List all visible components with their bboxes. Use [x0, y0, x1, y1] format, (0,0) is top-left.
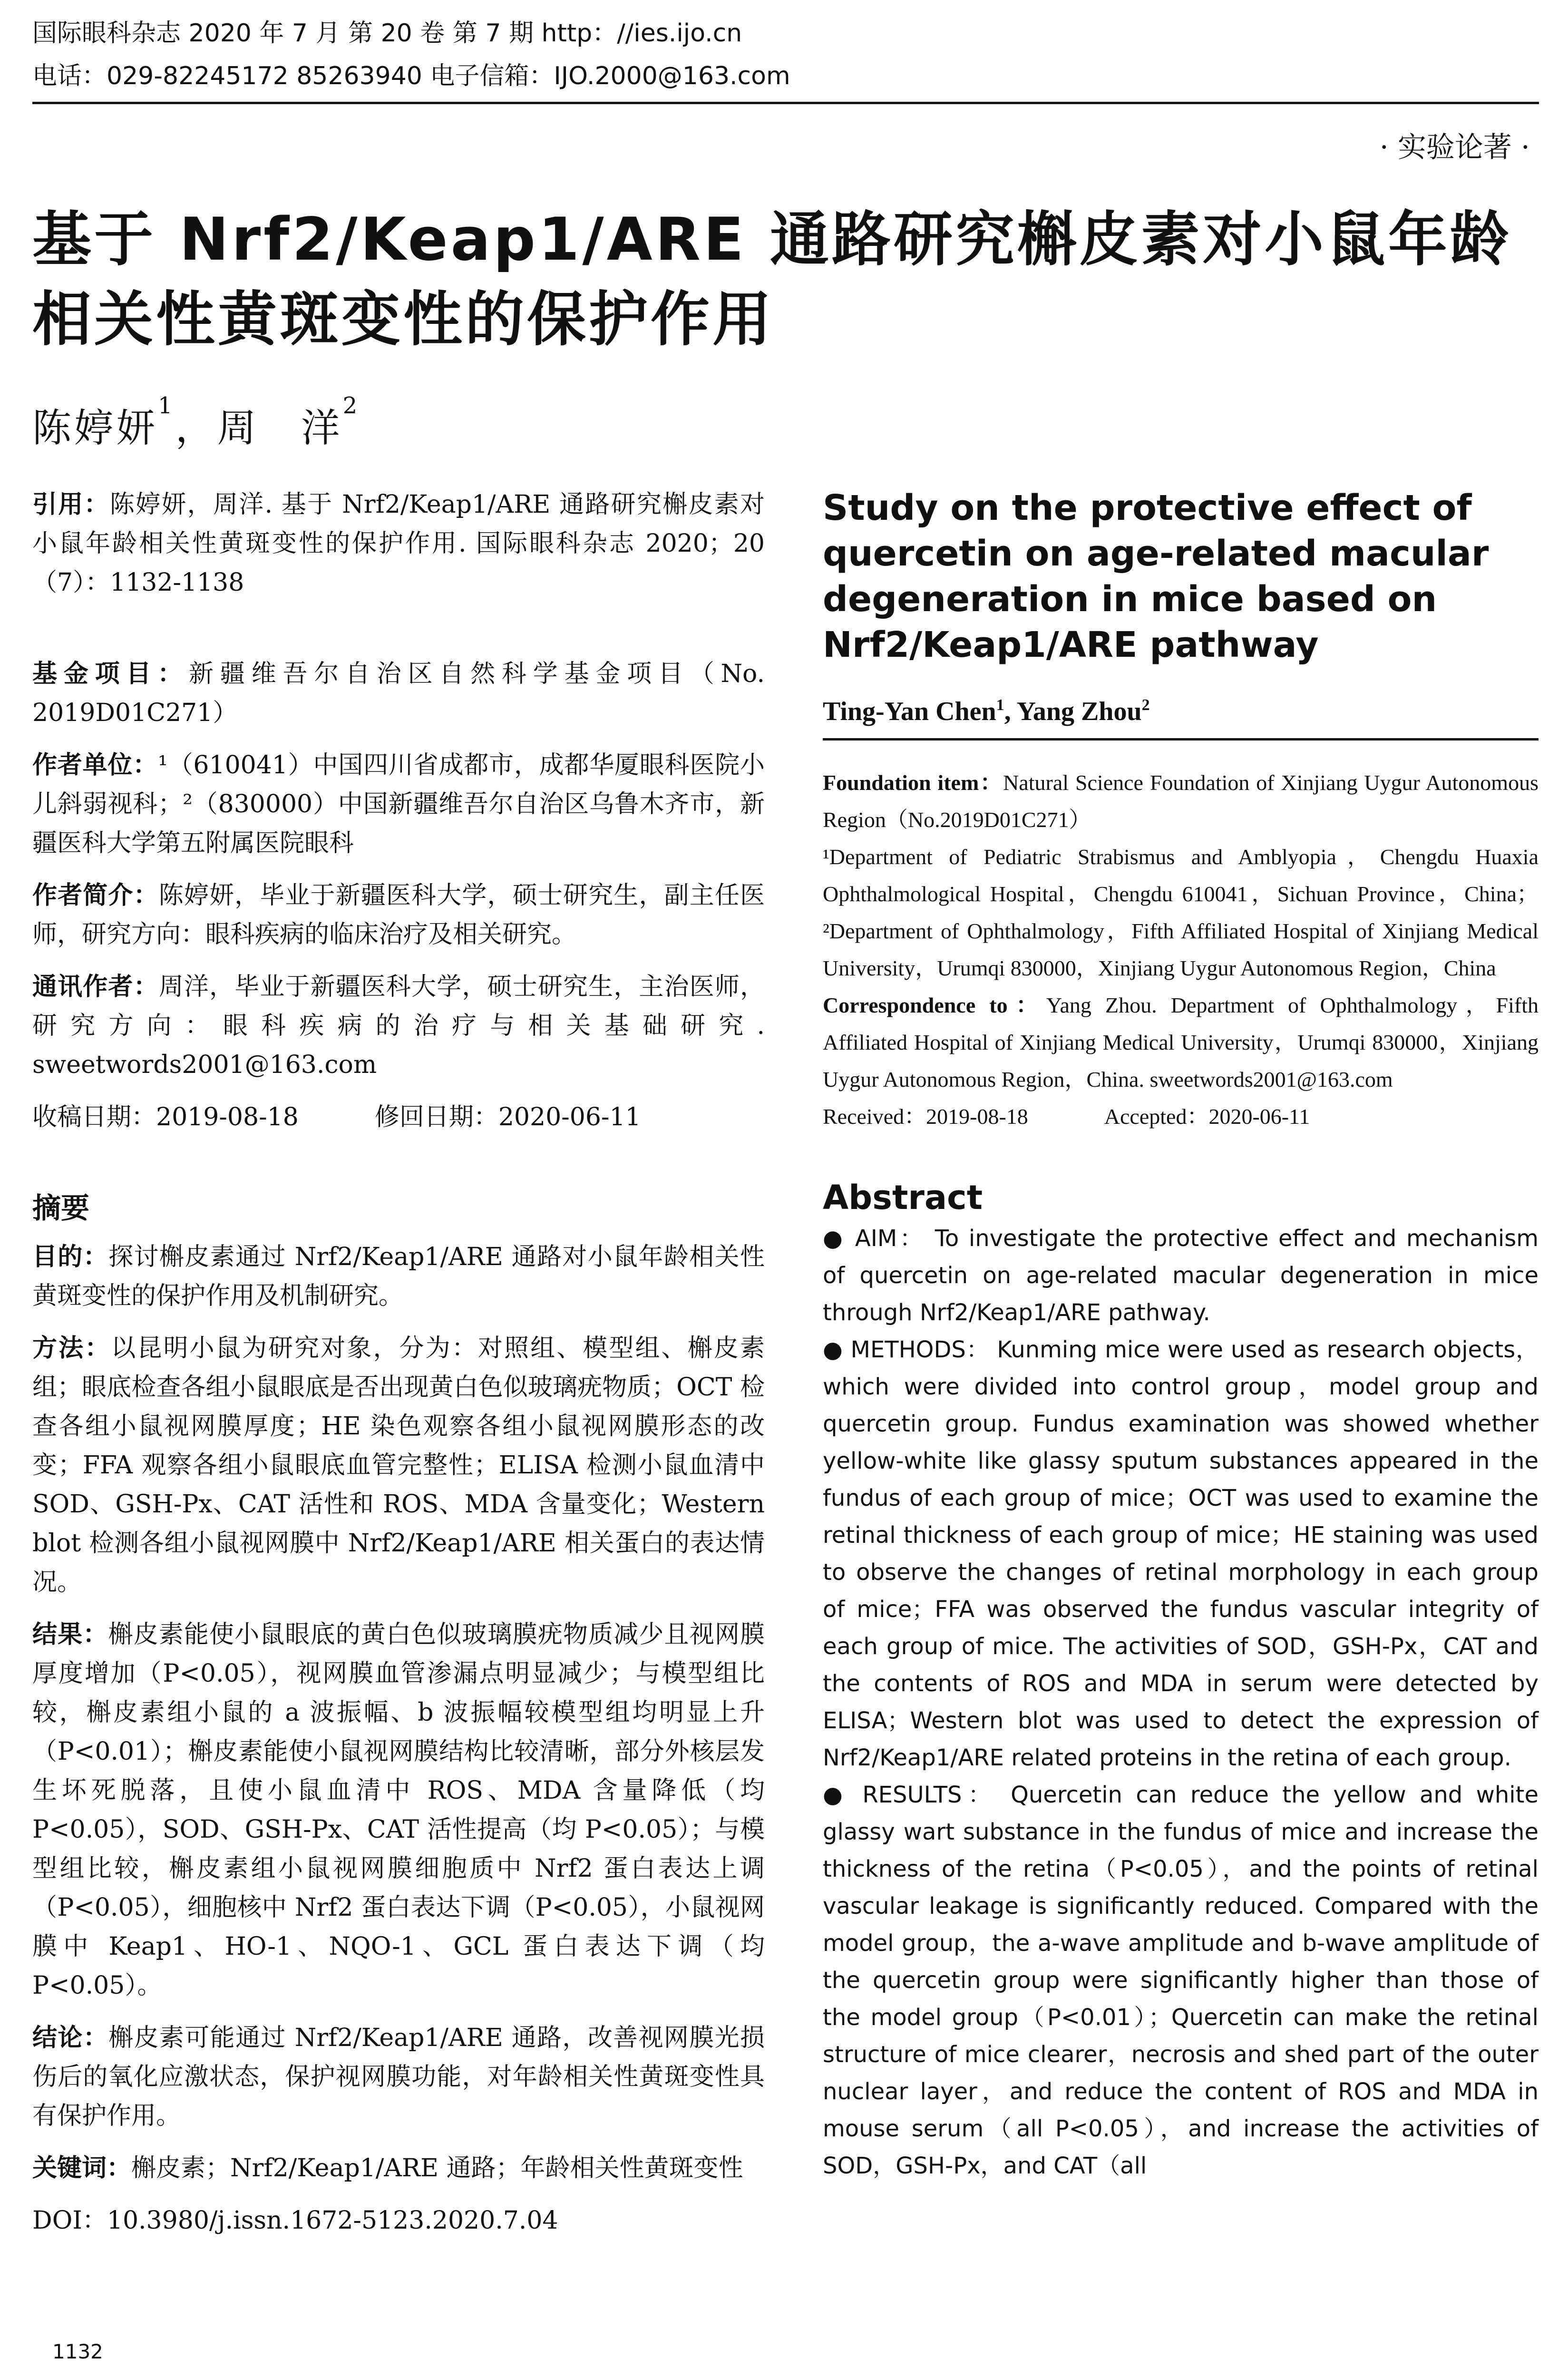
author-2: 周 洋 — [217, 406, 343, 451]
aim-cn-label: 目的： — [32, 1243, 109, 1271]
left-column — [32, 485, 765, 2253]
fund-en — [823, 764, 1539, 838]
methods-en-label: ● METHODS： — [823, 1336, 990, 1363]
methods-cn-label: 方法： — [32, 1334, 111, 1363]
keywords-cn — [32, 2149, 765, 2188]
affiliation-en: ¹Department of Pediatric Strabismus and Amblyopia，Chengdu Huaxia Ophthalmological Hospital，Chengdu 610041，Sichuan Province，China；²Department of Ophthalmology，Fifth Affiliated Hospital of Xinjiang Medical University，Urumqi 830000，Xinjiang Uygur Autonomous Region，China — [823, 845, 1539, 980]
citation-label: 引用： — [32, 490, 110, 519]
correspondence-en-label: Correspondence to： — [823, 993, 1046, 1017]
affiliation-cn-label: 作者单位： — [32, 751, 158, 779]
dates-cn — [32, 1098, 765, 1137]
author-en-2-sup: 2 — [1141, 696, 1150, 714]
fund-cn-label: 基金项目： — [32, 660, 189, 688]
bio-cn — [32, 876, 765, 954]
results-en — [823, 1776, 1539, 2184]
citation-text: 陈婷妍，周洋. 基于 Nrf2/Keap1/ARE 通路研究槲皮素对小鼠年龄相关性黄斑变性的保护作用. 国际眼科杂志 2020；20（7）：1132-1138 — [32, 490, 765, 597]
corresponding-cn — [32, 967, 765, 1084]
results-en-text: Quercetin can reduce the yellow and white glassy wart substance in the fundus of mice and increase the thickness of the retina（P<0.05），and the points of retinal vascular leakage is significantly reduced. Compared with the model group，the a-wave amplitude and b-wave amplitude of the quercetin group were significantly higher than those of the model group（P<0.01）；Quercetin can make the retinal structure of mice clearer，necrosis and shed part of the outer nuclear layer，and reduce the content of ROS and MDA in mouse serum（all P<0.05），and increase the activities of SOD，GSH-Px，and CAT（all — [823, 1782, 1539, 2179]
abstract-cn-heading: 摘要 — [32, 1192, 89, 1225]
correspondence-en — [823, 987, 1539, 1098]
conclusion-cn — [32, 2018, 765, 2135]
conclusion-cn-label: 结论： — [32, 2024, 109, 2052]
journal-header-line1: 国际眼科杂志 2020 年 7 月 第 20 卷 第 7 期 http：//ies.ijo.cn — [32, 19, 742, 48]
author-sep: ， — [175, 406, 217, 451]
aim-en — [823, 1220, 1539, 1331]
results-cn-text: 槲皮素能使小鼠眼底的黄白色似玻璃膜疣物质减少且视网膜厚度增加（P<0.05），视网膜血管渗漏点明显减少；与模型组比较，槲皮素组小鼠的 a 波振幅、b 波振幅较模型组均明显上升（P<0.01）；槲皮素能使小鼠视网膜结构比较清晰，部分外核层发生坏死脱落，且使小鼠血清中 ROS、MDA 含量降低（均 P<0.05），SOD、GSH-Px、CAT 活性提高（均 P<0.05）；与模型组比较，槲皮素组小鼠视网膜细胞质中 Nrf2 蛋白表达上调（P<0.05），细胞核中 Nrf2 蛋白表达下调（P<0.05），小鼠视网膜中 Keap1、HO-1、NQO-1、GCL 蛋白表达下调（均 P<0.05）。 — [32, 1620, 765, 2000]
aim-en-text: To investigate the protective effect and mechanism of quercetin on age-related macular degeneration in mice through Nrf2/Keap1/ARE pathway. — [823, 1225, 1539, 1326]
keywords-cn-label: 关键词： — [32, 2154, 132, 2182]
right-column — [823, 485, 1539, 2184]
fund-cn — [32, 654, 765, 732]
corresponding-cn-text: 周洋，毕业于新疆医科大学，硕士研究生，主治医师，研究方向：眼科疾病的治疗与相关基础研究. sweetwords2001@163.com — [32, 973, 765, 1079]
aim-cn — [32, 1237, 765, 1315]
aim-cn-text: 探讨槲皮素通过 Nrf2/Keap1/ARE 通路对小鼠年龄相关性黄斑变性的保护作用及机制研究。 — [32, 1243, 765, 1310]
abstract-en — [823, 1220, 1539, 2184]
page-number: 1132 — [52, 2340, 103, 2363]
citation — [32, 485, 765, 602]
methods-cn-text: 以昆明小鼠为研究对象，分为：对照组、模型组、槲皮素组；眼底检查各组小鼠眼底是否出现黄白色似玻璃疣物质；OCT 检查各组小鼠视网膜厚度；HE 染色观察各组小鼠视网膜形态的改变；FFA 观察各组小鼠眼底血管完整性；ELISA 检测小鼠血清中 SOD、GSH-Px、CAT 活性和 ROS、MDA 含量变化；Western blot 检测各组小鼠视网膜中 Nrf2/Keap1/ARE 相关蛋白的表达情况。 — [32, 1334, 765, 1597]
methods-en — [823, 1331, 1539, 1776]
affiliation-cn — [32, 746, 765, 863]
author-1: 陈婷妍 — [32, 406, 158, 451]
corresponding-cn-label: 通讯作者： — [32, 973, 159, 1001]
results-en-label: ● RESULTS： — [823, 1782, 997, 1808]
en-info — [823, 764, 1539, 1135]
affiliation-cn-text: ¹（610041）中国四川省成都市，成都华厦眼科医院小儿斜弱视科；²（830000）中国新疆维吾尔自治区乌鲁木齐市，新疆医科大学第五附属医院眼科 — [32, 751, 765, 857]
keywords-cn-text: 槲皮素；Nrf2/Keap1/ARE 通路；年龄相关性黄斑变性 — [131, 2154, 743, 2182]
authors-en: Ting-Yan Chen$^1$, Yang Zhou$^2$ — [823, 696, 1150, 726]
results-cn-label: 结果： — [32, 1620, 108, 1649]
bio-cn-text: 陈婷妍，毕业于新疆医科大学，硕士研究生，副主任医师，研究方向：眼科疾病的临床治疗及相关研究。 — [32, 881, 765, 949]
en-author-rule — [823, 738, 1539, 740]
article-title-cn: 基于 Nrf2/Keap1/ARE 通路研究槲皮素对小鼠年龄相关性黄斑变性的保护作用 — [32, 205, 1512, 354]
results-cn — [32, 1615, 765, 2005]
conclusion-cn-text: 槲皮素可能通过 Nrf2/Keap1/ARE 通路，改善视网膜光损伤后的氧化应激状态，保护视网膜功能，对年龄相关性黄斑变性具有保护作用。 — [32, 2024, 765, 2130]
received-cn: 收稿日期：2019-08-18 — [32, 1103, 299, 1131]
methods-cn — [32, 1329, 765, 1602]
methods-en-text: Kunming mice were used as research objects，which were divided into control group，model group and quercetin group. Fundus examination was showed whether yellow-white like glassy sputum substances appeared in the fundus of each group of mice；OCT was used to examine the retinal thickness of each group of mice；HE staining was used to observe the changes of retinal morphology in each group of mice；FFA was observed the fundus vascular integrity of each group of mice. The activities of SOD，GSH-Px，CAT and the contents of ROS and MDA in serum were detected by ELISA；Western blot was used to detect the expression of Nrf2/Keap1/ARE related proteins in the retina of each group. — [823, 1336, 1539, 1771]
fund-cn-text: 新疆维吾尔自治区自然科学基金项目（No. 2019D01C271） — [32, 660, 765, 727]
section-tag: · 实验论著 · — [1379, 131, 1530, 164]
received-en: Received：2019-08-18 — [823, 1104, 1028, 1129]
revised-cn: 修回日期：2020-06-11 — [374, 1103, 641, 1131]
author-en-2: Yang Zhou — [1016, 697, 1142, 726]
author-en-1-sup: 1 — [996, 696, 1004, 714]
author-2-sup: 2 — [342, 392, 360, 419]
dates-en — [823, 1098, 1539, 1135]
article-title-en: Study on the protective effect of quercetin on age-related macular degeneration in mice based on Nrf2/Keap1/ARE pathway — [823, 487, 1489, 665]
doi[interactable]: DOI：10.3980/j.issn.1672-5123.2020.7.04 — [32, 2206, 558, 2235]
fund-en-text: Natural Science Foundation of Xinjiang Uygur Autonomous Region（No.2019D01C271） — [823, 770, 1539, 832]
aim-en-label: ● AIM： — [823, 1225, 925, 1252]
author-en-1: Ting-Yan Chen — [823, 697, 996, 726]
fund-en-label: Foundation item： — [823, 770, 1003, 795]
header-rule — [32, 102, 1539, 104]
correspondence-en-text: Yang Zhou. Department of Ophthalmology，Fifth Affiliated Hospital of Xinjiang Medical University，Urumqi 830000，Xinjiang Uygur Autonomous Region，China. sweetwords2001@163.com — [823, 993, 1539, 1091]
accepted-en: Accepted：2020-06-11 — [1104, 1104, 1310, 1129]
authors-cn — [32, 392, 360, 453]
author-1-sup: 1 — [158, 392, 175, 419]
abstract-en-heading: Abstract — [823, 1178, 983, 1217]
journal-header-line2: 电话：029-82245172 85263940 电子信箱：IJO.2000@163.com — [32, 62, 790, 90]
bio-cn-label: 作者简介： — [32, 881, 159, 910]
